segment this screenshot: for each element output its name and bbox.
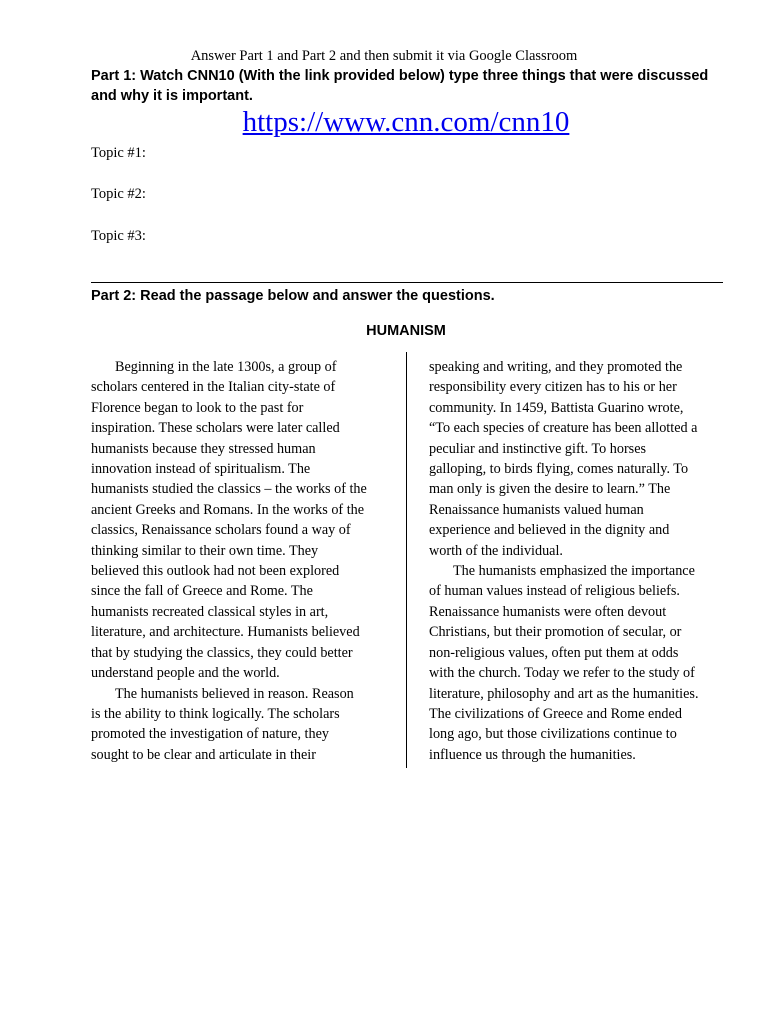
line: with the church. Today we refer to the study of xyxy=(429,665,695,682)
paragraph xyxy=(429,357,729,561)
line: of human values instead of religious beliefs. xyxy=(429,583,680,600)
line: literature, and architecture. Humanists believed xyxy=(91,624,360,641)
line: humanists recreated classical styles in art, xyxy=(91,603,329,620)
line: Christians, but their promotion of secular, or xyxy=(429,624,682,641)
line: Renaissance humanists were often devout xyxy=(429,603,667,620)
passage-right-column xyxy=(429,357,729,765)
line: The humanists believed in reason. Reason xyxy=(115,685,354,702)
line: worth of the individual. xyxy=(429,542,563,559)
line: believed this outlook had not been explored xyxy=(91,563,340,580)
line: thinking similar to their own time. They xyxy=(91,542,319,559)
cnn10-link[interactable]: https://www.cnn.com/cnn10 xyxy=(242,106,570,138)
line: non-religious values, often put them at odds xyxy=(429,644,679,661)
line: promoted the investigation of nature, they xyxy=(91,726,329,743)
line: innovation instead of spiritualism. The xyxy=(91,461,311,478)
line: experience and believed in the dignity and xyxy=(429,522,670,539)
line: humanists studied the classics – the works of the xyxy=(91,481,367,498)
line: responsibility every citizen has to his or her xyxy=(429,379,677,396)
line: is the ability to think logically. The scholars xyxy=(91,705,340,722)
line: peculiar and instinctive gift. To horses xyxy=(429,440,647,457)
line: The humanists emphasized the importance xyxy=(453,563,695,580)
part2-prompt: Part 2: Read the passage below and answer the questions. xyxy=(91,288,495,304)
paragraph xyxy=(429,561,729,765)
line: ancient Greeks and Romans. In the works of the xyxy=(91,501,365,518)
line: sought to be clear and articulate in their xyxy=(91,746,316,763)
line: literature, philosophy and art as the humanities. xyxy=(429,685,699,702)
topic-1-label: Topic #1: xyxy=(91,145,146,161)
line: influence us through the humanities. xyxy=(429,746,636,763)
line: long ago, but those civilizations continue to xyxy=(429,726,677,743)
topic-2-label: Topic #2: xyxy=(91,186,146,202)
line: inspiration. These scholars were later called xyxy=(91,420,340,437)
line: Beginning in the late 1300s, a group of xyxy=(115,359,337,375)
topic-3-label: Topic #3: xyxy=(91,228,146,244)
line: The civilizations of Greece and Rome ended xyxy=(429,705,682,722)
instruction-line: Answer Part 1 and Part 2 and then submit it via Google Classroom xyxy=(190,48,578,64)
line: scholars centered in the Italian city-state of xyxy=(91,379,336,396)
part1-prompt: Part 1: Watch CNN10 (With the link provided below) type three things that were discussed and why it is important. xyxy=(91,68,709,104)
section-divider xyxy=(91,282,723,283)
line: community. In 1459, Battista Guarino wrote, xyxy=(429,399,684,416)
line: since the fall of Greece and Rome. The xyxy=(91,583,313,600)
passage-left-column xyxy=(91,357,391,765)
line: Florence began to look to the past for xyxy=(91,399,304,416)
line: “To each species of creature has been allotted a xyxy=(429,420,698,437)
line: classics, Renaissance scholars found a way of xyxy=(91,522,351,539)
line: galloping, to birds flying, comes naturally. To xyxy=(429,461,689,478)
line: understand people and the world. xyxy=(91,665,280,682)
paragraph xyxy=(91,357,391,684)
line: speaking and writing, and they promoted the xyxy=(429,359,683,375)
line: humanists because they stressed human xyxy=(91,440,316,457)
line: man only is given the desire to learn.” The xyxy=(429,481,671,498)
passage-heading: HUMANISM xyxy=(366,323,446,339)
line: that by studying the classics, they could better xyxy=(91,644,353,661)
line: Renaissance humanists valued human xyxy=(429,501,644,518)
paragraph xyxy=(91,684,391,766)
column-divider xyxy=(406,352,407,768)
